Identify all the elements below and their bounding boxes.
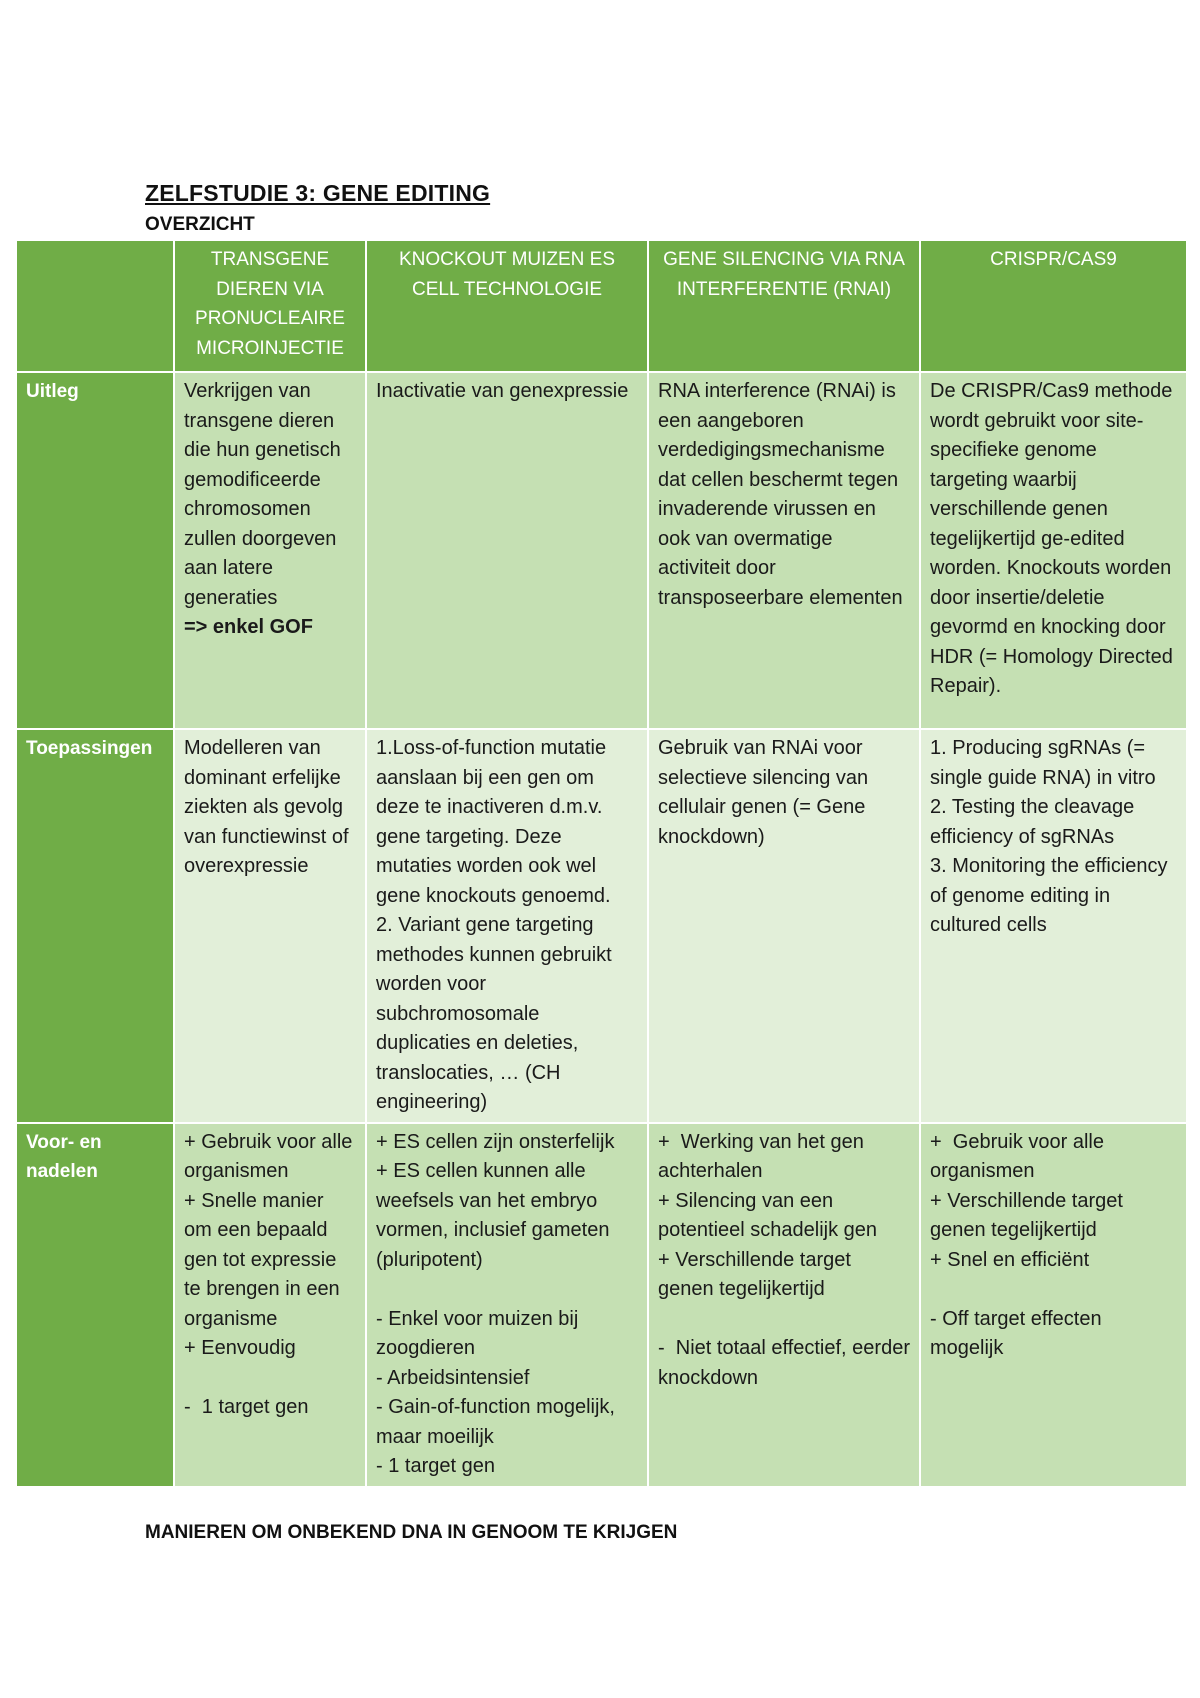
table-cell: [366, 372, 648, 729]
table-cell: [366, 729, 648, 1123]
pro-item: + Snelle manier om een bepaald gen tot expressie te brengen in een organisme: [184, 1189, 346, 1330]
cell-text: Verkrijgen van transgene dieren die hun genetisch gemodificeerde chromosomen zullen doorgeven aan latere generaties: [184, 380, 347, 609]
row-header: Uitleg: [16, 372, 174, 729]
table-cell: [648, 372, 920, 729]
table-cell: [920, 1123, 1187, 1487]
con-item: - 1 target gen: [184, 1396, 309, 1418]
pro-item: + Eenvoudig: [184, 1337, 296, 1359]
table-cell: [648, 1123, 920, 1487]
column-header: CRISPR/CAS9: [920, 240, 1187, 372]
spacer: [658, 1305, 910, 1335]
cell-text: Inactivatie van genexpressie: [376, 380, 629, 402]
table-cell: [920, 729, 1187, 1123]
con-item: - Gain-of-function mogelijk, maar moeilijk: [376, 1396, 621, 1448]
con-item: - Enkel voor muizen bij zoogdieren: [376, 1307, 584, 1359]
table-cell: [174, 729, 366, 1123]
cell-list-item: 3. Monitoring the efficiency of genome editing in cultured cells: [930, 855, 1174, 936]
table-row-voor-en-nadelen: [16, 1123, 1187, 1487]
section-subtitle: OVERZICHT: [145, 214, 255, 235]
table-cell: [920, 372, 1187, 729]
table-cell: [366, 1123, 648, 1487]
cell-list-item: 1. Producing sgRNAs (= single guide RNA) in vitro: [930, 737, 1156, 789]
spacer: [184, 1364, 356, 1394]
con-item: - Niet totaal effectief, eerder knockdown: [658, 1337, 916, 1389]
section-heading: MANIEREN OM ONBEKEND DNA IN GENOOM TE KRIJGEN: [145, 1522, 678, 1543]
table-cell: [174, 372, 366, 729]
cell-text: 1.Loss-of-function mutatie aanslaan bij een gen om deze te inactiveren d.m.v. gene targeting. Deze mutaties worden ook wel gene knockouts genoemd.: [376, 737, 612, 907]
con-item: - 1 target gen: [376, 1455, 495, 1477]
con-item: - Arbeidsintensief: [376, 1366, 530, 1389]
spacer: [930, 1275, 1177, 1305]
table-cell: [174, 1123, 366, 1487]
spacer: [376, 1275, 638, 1305]
pro-item: + ES cellen zijn onsterfelijk: [376, 1130, 615, 1153]
row-header: Voor- en nadelen: [16, 1123, 174, 1487]
pro-item: + Verschillende target genen tegelijkertijd: [930, 1189, 1129, 1241]
table-header-row: [16, 240, 1187, 372]
pro-item: + Werking van het gen achterhalen: [658, 1130, 870, 1182]
table-corner-cell: [16, 240, 174, 372]
table-row-uitleg: [16, 372, 1187, 729]
cell-text: Modelleren van dominant erfelijke ziekten als gevolg van functiewinst of overexpressie: [184, 737, 355, 877]
column-header: TRANSGENE DIEREN VIA PRONUCLEAIRE MICROINJECTIE: [174, 240, 366, 372]
table-cell: [648, 729, 920, 1123]
cell-text: RNA interference (RNAi) is een aangeboren verdedigingsmechanisme dat cellen beschermt tegen invaderende virussen en ook van overmatige activiteit door transposeerbare elementen: [658, 380, 904, 609]
con-item: - Off target effecten mogelijk: [930, 1307, 1108, 1359]
pro-item: + ES cellen kunnen alle weefsels van het embryo vormen, inclusief gameten (pluripotent): [376, 1160, 616, 1271]
cell-text: De CRISPR/Cas9 methode wordt gebruikt voor site-specifieke genome targeting waarbij verschillende genen tegelijkertijd ge-edited worden. Knockouts worden door insertie/deletie gevormd en knocking door HDR (= Homology Directed Repair).: [930, 380, 1179, 697]
cell-emphasis: => enkel GOF: [184, 616, 313, 638]
column-header: GENE SILENCING VIA RNA INTERFERENTIE (RNAI): [648, 240, 920, 372]
pro-item: + Gebruik voor alle organismen: [184, 1130, 358, 1182]
overview-table: [15, 239, 1188, 1488]
pro-item: + Silencing van een potentieel schadelijk gen: [658, 1189, 878, 1241]
row-header: Toepassingen: [16, 729, 174, 1123]
cell-text: 2. Variant gene targeting methodes kunnen gebruikt worden voor subchromosomale duplicaties en deleties, translocaties, … (CH engineering): [376, 914, 618, 1113]
cell-text: Gebruik van RNAi voor selectieve silencing van cellulair genen (= Gene knockdown): [658, 737, 874, 848]
column-header: KNOCKOUT MUIZEN ES CELL TECHNOLOGIE: [366, 240, 648, 372]
pro-item: + Verschillende target genen tegelijkertijd: [658, 1248, 857, 1300]
cell-list-item: 2. Testing the cleavage efficiency of sgRNAs: [930, 796, 1140, 848]
document-title: ZELFSTUDIE 3: GENE EDITING: [145, 180, 491, 206]
pro-item: + Gebruik voor alle organismen: [930, 1130, 1110, 1182]
table-row-toepassingen: [16, 729, 1187, 1123]
pro-item: + Snel en efficiënt: [930, 1248, 1090, 1271]
